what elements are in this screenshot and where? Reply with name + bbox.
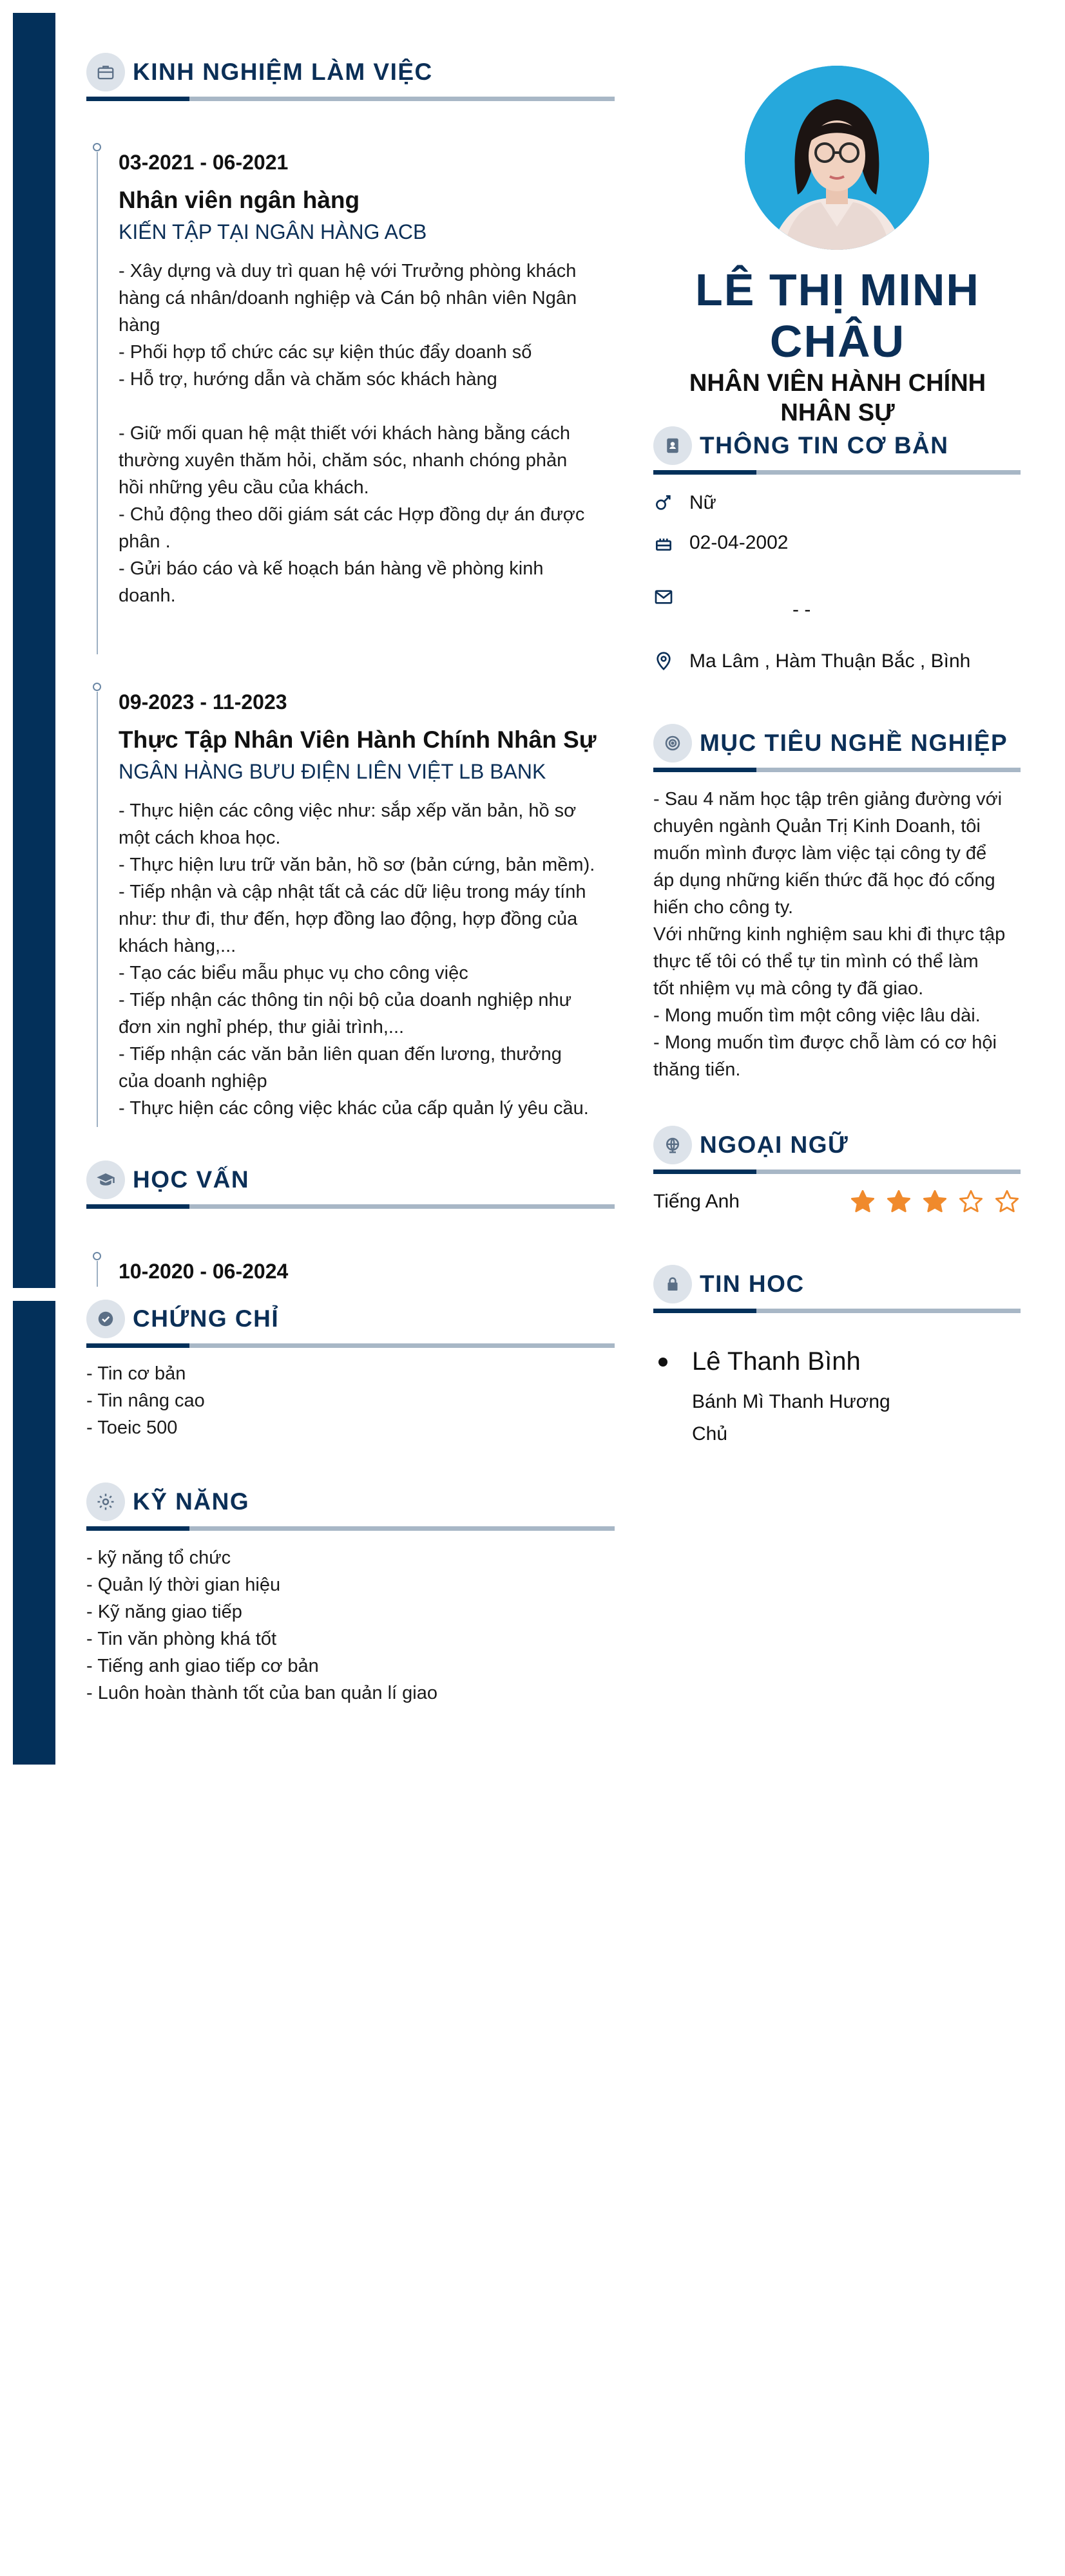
section-divider xyxy=(86,1343,615,1348)
timeline-dot xyxy=(93,143,101,151)
avatar xyxy=(745,66,929,250)
it-section xyxy=(653,1264,1021,1313)
language-row xyxy=(653,1188,1021,1215)
job-company: KIẾN TẬP TẠI NGÂN HÀNG ACB xyxy=(119,220,427,243)
star-empty-icon xyxy=(993,1188,1021,1215)
job-company: NGÂN HÀNG BƯU ĐIỆN LIÊN VIỆT LB BANK xyxy=(119,760,546,783)
candidate-name: LÊ THỊ MINH CHÂU xyxy=(695,265,980,366)
gender-icon xyxy=(653,493,674,513)
certificates-section xyxy=(86,1298,615,1348)
timeline-line xyxy=(97,1261,101,1287)
email-value: - - xyxy=(792,599,811,620)
it-item-sub1: Bánh Mì Thanh Hương xyxy=(692,1391,890,1412)
gender-value: Nữ xyxy=(689,492,716,513)
section-divider xyxy=(653,768,1021,772)
address-value: Ma Lâm , Hàm Thuận Bắc , Bình xyxy=(689,650,971,672)
job-title: Thực Tập Nhân Viên Hành Chính Nhân Sự xyxy=(119,726,597,753)
it-title: TIN HOC xyxy=(700,1271,805,1297)
timeline-line xyxy=(97,152,101,654)
job-title: Nhân viên ngân hàng xyxy=(119,187,360,213)
it-list-item xyxy=(658,1347,861,1376)
it-item-text: Lê Thanh Bình xyxy=(692,1347,861,1376)
certificates-title: CHỨNG CHỈ xyxy=(133,1305,280,1332)
basic-info-section xyxy=(653,425,1021,475)
gender-row xyxy=(653,492,716,514)
skills-title: KỸ NĂNG xyxy=(133,1488,250,1515)
briefcase-icon xyxy=(86,53,125,91)
location-pin-icon xyxy=(653,651,674,672)
star-filled-icon xyxy=(849,1188,876,1215)
education-title: HỌC VẤN xyxy=(133,1166,250,1193)
email-row xyxy=(653,573,811,621)
target-icon xyxy=(653,724,692,762)
skills-section xyxy=(86,1481,615,1531)
section-divider xyxy=(653,470,1021,475)
candidate-role: NHÂN VIÊN HÀNH CHÍNH NHÂN SỰ xyxy=(689,370,986,426)
experience-title: KINH NGHIỆM LÀM VIỆC xyxy=(133,59,433,85)
timeline-dot xyxy=(93,683,101,691)
section-divider xyxy=(653,1309,1021,1313)
section-divider xyxy=(86,97,615,101)
envelope-icon xyxy=(653,587,674,607)
contact-card-icon xyxy=(653,426,692,465)
section-divider xyxy=(653,1170,1021,1174)
badge-check-icon xyxy=(86,1300,125,1338)
it-item-sub2: Chủ xyxy=(692,1423,728,1444)
language-rating xyxy=(849,1188,1021,1215)
star-filled-icon xyxy=(921,1188,948,1215)
education-date: 10-2020 - 06-2024 xyxy=(119,1260,289,1283)
job-date: 09-2023 - 11-2023 xyxy=(119,690,287,714)
address-row xyxy=(653,650,970,672)
job-description: - Xây dựng và duy trì quan hệ với Trưởng phòng khách hàng cá nhân/doanh nghiệp và Cán bộ nhân viên Ngân hàng - Phối hợp tổ chức các sự kiện thúc đẩy doanh số - Hỗ trợ, hướng dẫn và chăm sóc khách hàng - Giữ mối quan hệ mật thiết với khách hàng bằng cách thường xuyên thăm hỏi, chăm sóc, nhanh chóng phản hồi những yêu cầu của khách. - Chủ động theo dõi giám sát các Hợp đồng dự án được phân . - Gửi báo cáo và kế hoạch bán hàng về phòng kinh doanh. xyxy=(119,261,585,606)
objective-title: MỤC TIÊU NGHỀ NGHIỆP xyxy=(700,730,1008,756)
gear-icon xyxy=(86,1482,125,1521)
timeline-dot xyxy=(93,1252,101,1260)
language-name: Tiếng Anh xyxy=(653,1191,740,1212)
languages-section xyxy=(653,1124,1021,1174)
objective-section xyxy=(653,723,1021,772)
objective-text: - Sau 4 năm học tập trên giảng đường với chuyên ngành Quản Trị Kinh Doanh, tôi muốn mình được làm việc tại công ty để áp dụng những kiến thức đã học đó cống hiến cho công ty. Với những kinh nghiệm sau khi đi thực tập thực tế tôi có thể tự tin mình có thể làm tốt nhiệm vụ mà công ty đã giao. - Mong muốn tìm một công việc lâu dài. - Mong muốn tìm được chỗ làm có cơ hội thăng tiến. xyxy=(653,789,1006,1080)
education-section xyxy=(86,1159,615,1209)
star-filled-icon xyxy=(885,1188,912,1215)
job-date: 03-2021 - 06-2021 xyxy=(119,151,289,174)
sidebar-accent-top xyxy=(13,13,55,1288)
globe-icon xyxy=(653,1126,692,1164)
certificates-list: - Tin cơ bản - Tin nâng cao - Toeic 500 xyxy=(86,1363,205,1438)
experience-section xyxy=(86,52,615,101)
star-empty-icon xyxy=(957,1188,984,1215)
timeline-line xyxy=(97,692,101,1127)
birthday-row xyxy=(653,532,788,554)
birthday-cake-icon xyxy=(653,533,674,553)
birthday-value: 02-04-2002 xyxy=(689,532,789,553)
graduation-cap-icon xyxy=(86,1160,125,1199)
job-description: - Thực hiện các công việc như: sắp xếp văn bản, hồ sơ một cách khoa học. - Thực hiện lưu trữ văn bản, hồ sơ (bản cứng, bản mềm). - Tiếp nhận và cập nhật tất cả các dữ liệu trong máy tính như: thư đi, thư đến, hợp đồng lao động, hợp đồng của khách hàng,... - Tạo các biểu mẫu phục vụ cho công việc - Tiếp nhận các thông tin nội bộ của doanh nghiệp như đơn xin nghỉ phép, thư giải trình,... - Tiếp nhận các văn bản liên quan đến lương, thưởng của doanh nghiệp - Thực hiện các công việc khác của cấp quản lý yêu cầu. xyxy=(119,800,595,1119)
languages-title: NGOẠI NGỮ xyxy=(700,1132,849,1158)
skills-list: - kỹ năng tổ chức - Quản lý thời gian hiệu - Kỹ năng giao tiếp - Tin văn phòng khá tốt - Tiếng anh giao tiếp cơ bản - Luôn hoàn thành tốt của ban quản lí giao xyxy=(86,1548,437,1703)
lock-icon xyxy=(653,1265,692,1303)
section-divider xyxy=(86,1526,615,1531)
section-divider xyxy=(86,1204,615,1209)
basic-info-title: THÔNG TIN CƠ BẢN xyxy=(700,432,949,459)
sidebar-accent-bottom xyxy=(13,1301,55,1765)
